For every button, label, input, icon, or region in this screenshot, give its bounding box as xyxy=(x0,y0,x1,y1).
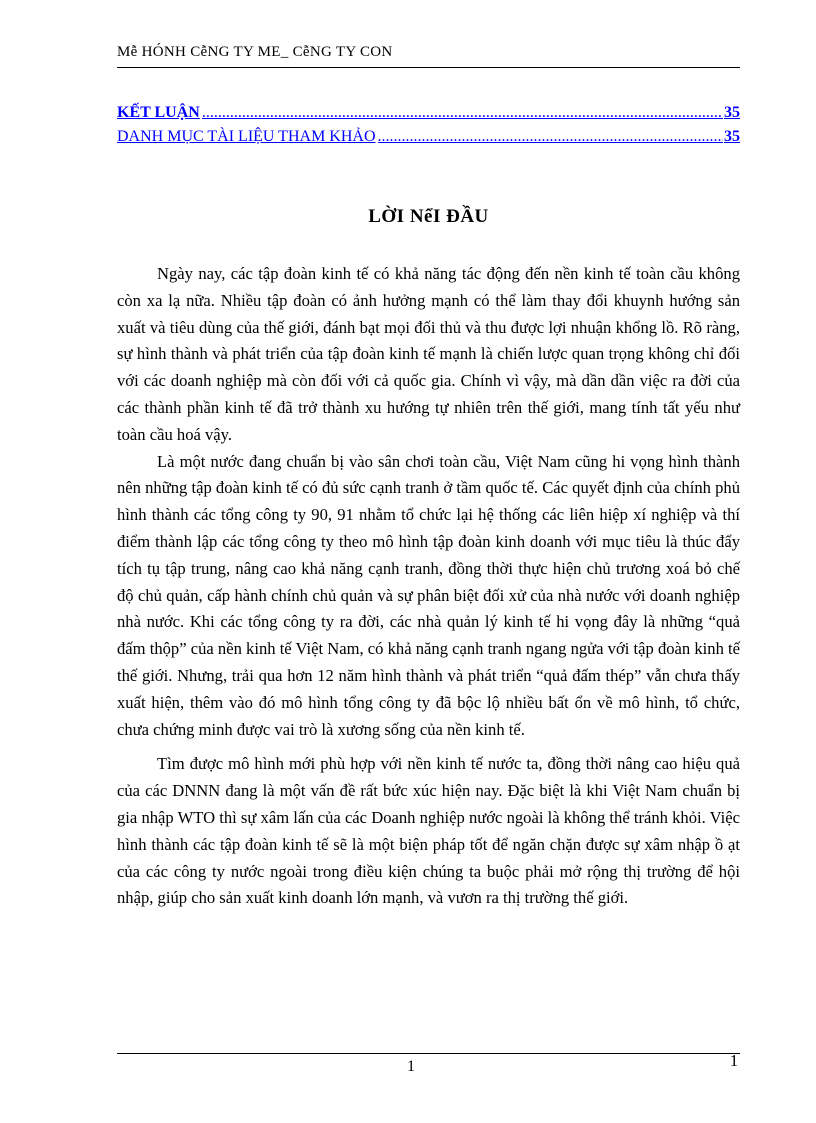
toc-entry-danh-muc-tai-lieu[interactable] xyxy=(117,125,740,149)
footer-page-number: 1 xyxy=(407,1058,415,1075)
toc-entry-page: 35 xyxy=(724,128,740,145)
toc-dot-leader xyxy=(378,125,723,149)
toc-dot-leader xyxy=(202,101,723,125)
toc-entry-ket-luan[interactable] xyxy=(117,101,740,125)
paragraph: Ngày nay, các tập đoàn kinh tế có khả năng tác động đến nền kinh tế toàn cầu không còn xa lạ nữa. Nhiều tập đoàn có ảnh hưởng mạnh có thể làm thay đổi khuynh hướng sản xuất và tiêu dùng của thế giới, đánh bạt mọi đối thủ và thu được lợi nhuận khổng lồ. Rõ ràng, sự hình thành và phát triển của tập đoàn kinh tế mạnh là chiến lược quan trọng không chỉ đối với các doanh nghiệp mà còn đối với cả quốc gia. Chính vì vậy, mà dần dần việc ra đời của các thành phần kinh tế đã trở thành xu hướng tự nhiên trên thế giới, mang tính tất yếu như toàn cầu hoá vậy. xyxy=(117,264,740,444)
header-divider xyxy=(117,67,740,68)
section-heading: LỜI NểI ĐẦU xyxy=(368,206,489,227)
toc-entry-title: DANH MỤC TÀI LIỆU THAM KHẢO xyxy=(117,128,376,145)
table-of-contents xyxy=(117,101,740,149)
running-header: Mễ HÓNH CễNG TY ME_ CễNG TY CON xyxy=(117,44,393,60)
toc-entry-title: KẾT LUẬN xyxy=(117,104,200,121)
body-text xyxy=(117,261,740,912)
toc-entry-page: 35 xyxy=(724,104,740,121)
paragraph: Là một nước đang chuẩn bị vào sân chơi toàn cầu, Việt Nam cũng hi vọng hình thành nên những tập đoàn kinh tế có đủ sức cạnh tranh ở tầm quốc tế. Các quyết định của chính phủ hình thành các tổng công ty 90, 91 nhằm tổ chức lại hệ thống các liên hiệp xí nghiệp và thí điểm thành lập các tổng công ty theo mô hình tập đoàn kinh doanh với mục tiêu là thúc đẩy tích tụ tập trung, nâng cao khả năng cạnh tranh, đồng thời thực hiện chủ trương xoá bỏ chế độ chủ quản, cấp hành chính chủ quản và sự phân biệt đối xử của nhà nước với doanh nghiệp nhà nước. Khi các tổng công ty ra đời, các nhà quản lý kinh tế hi vọng đây là những “quả đấm thộp” của nền kinh tế Việt Nam, có khả năng cạnh tranh ngang ngửa với tập đoàn kinh tế thế giới. Nhưng, trải qua hơn 12 năm hình thành và phát triển “quả đấm thép” vẫn chưa thấy xuất hiện, thêm vào đó mô hình tổng công ty đã bộc lộ nhiều bất ổn về mô hình, tổ chức, chưa chứng minh được vai trò là xương sống của nền kinh tế. xyxy=(117,451,740,739)
footer-divider xyxy=(117,1053,740,1054)
paragraph: Tìm được mô hình mới phù hợp với nền kinh tế nước ta, đồng thời nâng cao hiệu quả của các DNNN đang là một vấn đề rất bức xúc hiện nay. Đặc biệt là khi Việt Nam chuẩn bị gia nhập WTO thì sự xâm lấn của các Doanh nghiệp nước ngoài là không thể tránh khỏi. Việc hình thành các tập đoàn kinh tế sẽ là một biện pháp tốt để ngăn chặn được sự xâm nhập ồ ạt của các công ty nước ngoài trong điều kiện chúng ta buộc phải mở rộng thị trường để hội nhập, giúp cho sản xuất kinh doanh lớn mạnh, và vươn ra thị trường thế giới. xyxy=(117,754,740,908)
corner-page-number: 1 xyxy=(729,1051,739,1070)
